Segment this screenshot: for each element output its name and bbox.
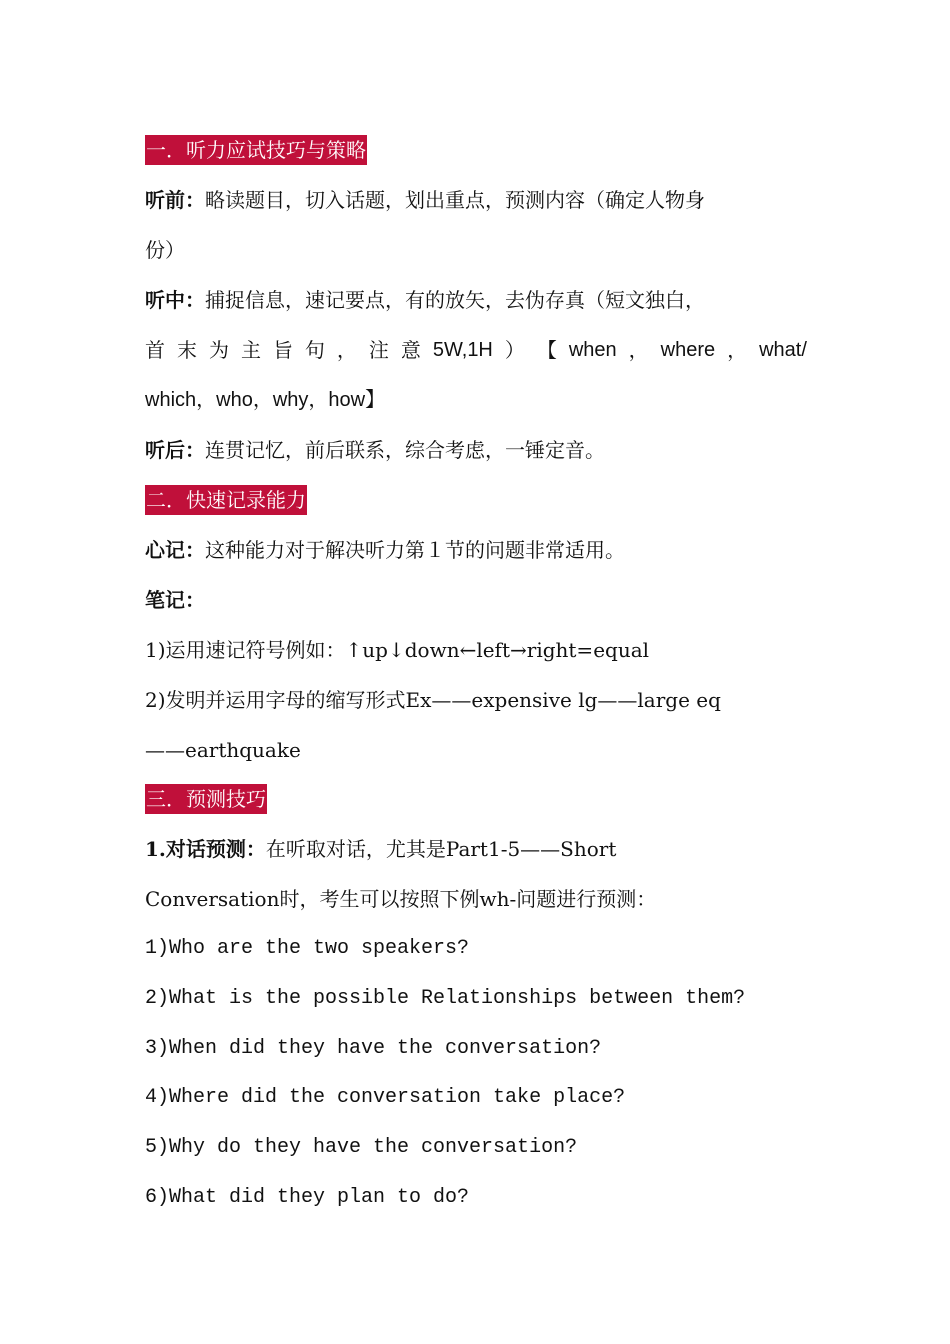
listen-during-label: 听中： — [145, 288, 205, 312]
listen-before-label: 听前： — [145, 188, 205, 212]
during-word: 5W,1H — [432, 339, 493, 361]
prediction-text: 在听取对话，尤其是Part1-5——Short — [265, 837, 617, 861]
question-item — [145, 934, 469, 964]
listen-during-text-3: which，who，why，how】 — [145, 389, 386, 411]
section-heading-1 — [145, 135, 367, 165]
listen-after-text: 连贯记忆，前后联系，综合考虑，一锤定音。 — [205, 438, 605, 462]
question-item — [145, 984, 745, 1014]
section-heading-3 — [145, 784, 267, 814]
listen-before-text-2: 份） — [145, 238, 185, 262]
during-word: 句 — [304, 338, 325, 362]
note-item-1-text: 1)运用速记符号例如：↑up↓down←left→right=equal — [145, 638, 650, 662]
question-item — [145, 1034, 601, 1064]
note-item-2-cont-text: ——earthquake — [145, 738, 301, 762]
question-text: 4)Where did the conversation take place? — [145, 1086, 626, 1109]
during-word: 旨 — [272, 338, 293, 362]
prediction-line-2 — [145, 884, 656, 914]
question-item — [145, 1183, 469, 1213]
during-word: 注 — [368, 338, 389, 362]
pen-note-label: 笔记： — [145, 588, 205, 612]
mind-note-text: 这种能力对于解决听力第１节的问题非常适用。 — [205, 538, 625, 562]
question-text: 5)Why do they have the conversation? — [145, 1136, 578, 1159]
during-word: 为 — [208, 338, 229, 362]
pen-note-line — [145, 585, 205, 615]
during-word: 意 — [400, 338, 421, 362]
mind-note-line — [145, 535, 625, 565]
section-heading-3-text: 三．预测技巧 — [145, 784, 267, 814]
during-word: 末 — [176, 338, 197, 362]
section-heading-1-text: 一．听力应试技巧与策略 — [145, 135, 367, 165]
during-word: ， — [336, 338, 357, 362]
listen-during-line-2 — [145, 335, 807, 365]
note-item-2-cont — [145, 735, 301, 765]
prediction-label: 1.对话预测： — [145, 837, 266, 861]
during-word: 首 — [145, 338, 165, 362]
during-word: ， — [628, 338, 649, 362]
listen-during-line-3 — [145, 385, 385, 415]
question-text: 3)When did they have the conversation? — [145, 1037, 602, 1060]
listen-during-line — [145, 285, 705, 315]
mind-note-label: 心记： — [145, 538, 205, 562]
question-text: 1)Who are the two speakers? — [145, 937, 470, 960]
listen-after-label: 听后： — [145, 438, 205, 462]
note-item-2 — [145, 685, 721, 715]
during-word: what/ — [759, 339, 807, 361]
prediction-line-1 — [145, 834, 616, 864]
listen-during-text: 捕捉信息，速记要点，有的放矢，去伪存真（短文独白， — [205, 288, 705, 312]
during-word: when — [568, 339, 617, 361]
prediction-text-2: Conversation时，考生可以按照下例wh-问题进行预测： — [145, 887, 657, 911]
note-item-2-text: 2)发明并运用字母的缩写形式Ex——expensive lg——large eq — [145, 688, 721, 712]
during-word: 主 — [240, 338, 261, 362]
question-text: 2)What is the possible Relationships between them? — [145, 987, 746, 1010]
question-item — [145, 1083, 625, 1113]
during-word: ， — [727, 338, 748, 362]
listen-before-line — [145, 185, 705, 215]
section-heading-2 — [145, 485, 307, 515]
during-word: ） — [504, 338, 525, 362]
listen-before-line-2 — [145, 235, 185, 265]
during-word: where — [660, 339, 716, 361]
listen-before-text: 略读题目，切入话题，划出重点，预测内容（确定人物身 — [205, 188, 705, 212]
note-item-1 — [145, 635, 649, 665]
question-item — [145, 1133, 577, 1163]
section-heading-2-text: 二．快速记录能力 — [145, 485, 307, 515]
listen-after-line — [145, 435, 605, 465]
question-text: 6)What did they plan to do? — [145, 1186, 470, 1209]
during-word: 【 — [536, 338, 557, 362]
